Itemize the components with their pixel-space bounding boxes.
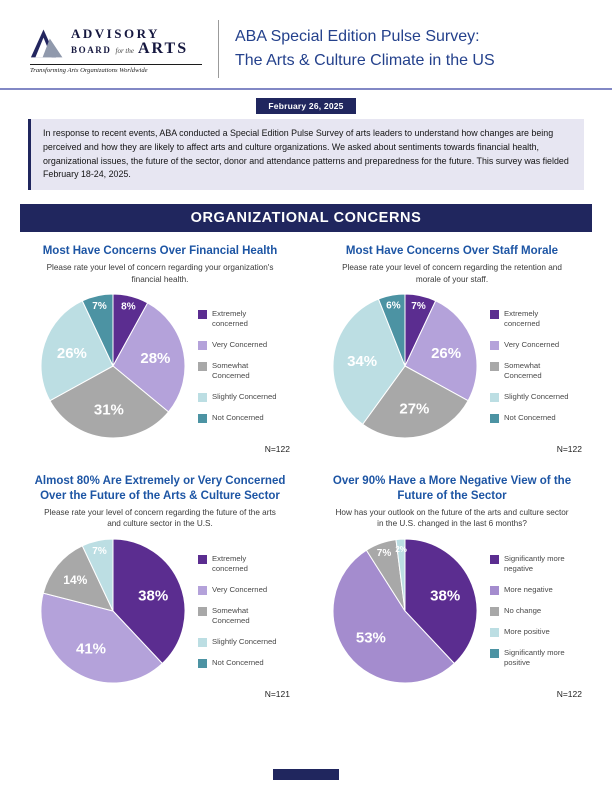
aba-logo-icon [30, 25, 66, 61]
pie-slice-label: 7% [411, 301, 426, 313]
legend-item [198, 340, 282, 350]
header-rule [0, 88, 612, 90]
legend-label: Extremely concerned [212, 553, 248, 573]
chart-subtitle: Please rate your level of concern regarding your organization's financial health. [46, 263, 274, 284]
section-banner: ORGANIZATIONAL CONCERNS [20, 204, 592, 232]
pie-slice-label: 2% [395, 544, 407, 554]
pie-slice-label: 14% [63, 572, 88, 587]
legend-label: Not Concerned [504, 413, 556, 423]
date-badge: February 26, 2025 [256, 98, 355, 114]
legend-label: Very Concerned [504, 340, 560, 350]
legend-label: Slightly Concerned [504, 392, 569, 402]
chart-subtitle: Please rate your level of concern regarding the retention and morale of your staff. [342, 263, 562, 284]
page-title-line1: ABA Special Edition Pulse Survey: [235, 28, 480, 45]
legend-item [198, 392, 282, 402]
sample-size-label: N=122 [264, 444, 290, 455]
legend-item [198, 637, 282, 647]
legend-swatch-icon [490, 586, 499, 595]
legend-item [198, 309, 282, 329]
legend-swatch-icon [198, 586, 207, 595]
legend-item [198, 554, 282, 574]
legend-swatch-icon [490, 555, 499, 564]
chart-title: Over 90% Have a More Negative View of the Future of the Sector [332, 475, 572, 503]
chart-legend [198, 309, 282, 423]
legend-label: Slightly Concerned [212, 392, 277, 402]
legend-swatch-icon [490, 393, 499, 402]
legend-swatch-icon [198, 555, 207, 564]
pie-slice-label: 26% [56, 344, 87, 362]
pie-slice-label: 38% [138, 587, 169, 605]
legend-item [490, 554, 574, 574]
pie-slice-label: 28% [140, 350, 171, 368]
legend-item [198, 585, 282, 595]
legend-item [490, 340, 574, 350]
sample-size-label: N=121 [264, 688, 290, 699]
legend-label: Somewhat Concerned [212, 361, 250, 381]
legend-item [490, 309, 574, 329]
chart-staff-morale [314, 244, 590, 454]
pie-slice-label: 7% [376, 548, 392, 560]
logo-tagline: Transforming Arts Organizations Worldwide [30, 64, 202, 74]
legend-item [198, 413, 282, 423]
chart-title: Most Have Concerns Over Financial Health [42, 245, 278, 258]
legend-label: Somewhat Concerned [212, 605, 250, 625]
legend-swatch-icon [198, 341, 207, 350]
pie-slice-label: 34% [347, 352, 378, 370]
legend-label: More negative [504, 584, 553, 594]
intro-paragraph: In response to recent events, ABA conducted a Special Edition Pulse Survey of arts leaders to understand how changes are being perceived and how they are likely to affect arts and culture organizations. We asked about sentiments towards financial health, organizational issues, the future of the sector, donor and attendance patterns and preparedness for the future. This survey was fielded February 18-24, 2025. [28, 119, 584, 190]
legend-swatch-icon [490, 310, 499, 319]
page-header [0, 0, 612, 78]
sample-size-label: N=122 [556, 444, 582, 455]
chart-sector-outlook [314, 474, 590, 699]
legend-item [490, 606, 574, 616]
pie-svg [38, 291, 188, 441]
pie-slice-label: 27% [399, 400, 430, 418]
legend-label: Extremely concerned [212, 309, 248, 329]
pie-slice-label: 31% [93, 401, 124, 419]
legend-swatch-icon [198, 310, 207, 319]
sample-size-label: N=122 [556, 688, 582, 699]
legend-swatch-icon [490, 414, 499, 423]
legend-item [490, 413, 574, 423]
legend-label: Not Concerned [212, 657, 264, 667]
pie-slice-label: 41% [75, 640, 107, 658]
chart-financial-health [22, 244, 298, 454]
chart-legend [490, 554, 574, 668]
logo-text-advisory: ADVISORY [71, 26, 160, 42]
legend-label: More positive [504, 626, 550, 636]
chart-sector-future-concern [22, 474, 298, 699]
legend-label: Not Concerned [212, 413, 264, 423]
pie-svg [330, 536, 480, 686]
legend-item [490, 627, 574, 637]
chart-title: Almost 80% Are Extremely or Very Concerned Over the Future of the Arts & Culture Sector [34, 475, 286, 503]
legend-label: No change [504, 605, 542, 615]
aba-logo [30, 25, 202, 74]
logo-text-for-the: for the [115, 46, 134, 55]
chart-legend [198, 554, 282, 668]
legend-swatch-icon [198, 659, 207, 668]
page-title [235, 25, 495, 73]
legend-label: Very Concerned [212, 340, 268, 350]
chart-subtitle: How has your outlook on the future of the arts and culture sector in the U.S. changed in the last 6 months? [335, 507, 569, 529]
legend-item [490, 361, 574, 381]
pie-svg [330, 291, 480, 441]
legend-item [490, 392, 574, 402]
legend-item [198, 361, 282, 381]
page-title-line2: The Arts & Culture Climate in the US [235, 52, 495, 69]
legend-label: Extremely concerned [504, 309, 540, 329]
legend-swatch-icon [198, 607, 207, 616]
legend-swatch-icon [490, 628, 499, 637]
pie-slice-label: 6% [386, 300, 401, 312]
legend-label: Somewhat Concerned [504, 361, 542, 381]
legend-item [198, 606, 282, 626]
chart-subtitle: Please rate your level of concern regarding the future of the arts and culture sector in the U.S. [44, 507, 276, 529]
legend-swatch-icon [198, 638, 207, 647]
logo-text-board: BOARD [71, 44, 112, 55]
legend-swatch-icon [198, 362, 207, 371]
pie-slice-label: 7% [92, 546, 107, 558]
legend-swatch-icon [198, 393, 207, 402]
legend-item [490, 585, 574, 595]
pie-chart [330, 536, 480, 686]
legend-swatch-icon [490, 649, 499, 658]
pie-chart [330, 291, 480, 441]
legend-swatch-icon [490, 341, 499, 350]
pie-slice-label: 53% [355, 629, 386, 647]
legend-label: Significantly more negative [504, 553, 565, 573]
footer-bar [273, 769, 339, 780]
pie-slice-label: 8% [121, 301, 136, 313]
pie-svg [38, 536, 188, 686]
header-divider [218, 20, 219, 78]
legend-swatch-icon [490, 607, 499, 616]
legend-label: Very Concerned [212, 584, 268, 594]
pie-slice-label: 38% [430, 587, 461, 605]
charts-grid [22, 244, 590, 699]
legend-item [490, 648, 574, 668]
legend-label: Significantly more positive [504, 647, 565, 667]
chart-legend [490, 309, 574, 423]
pie-slice-label: 26% [431, 344, 462, 362]
legend-swatch-icon [198, 414, 207, 423]
chart-title: Most Have Concerns Over Staff Morale [345, 245, 559, 258]
pie-chart [38, 291, 188, 441]
legend-item [198, 658, 282, 668]
legend-swatch-icon [490, 362, 499, 371]
legend-label: Slightly Concerned [212, 636, 277, 646]
logo-text-arts: ARTS [138, 39, 189, 57]
pie-slice-label: 7% [92, 301, 107, 313]
pie-chart [38, 536, 188, 686]
